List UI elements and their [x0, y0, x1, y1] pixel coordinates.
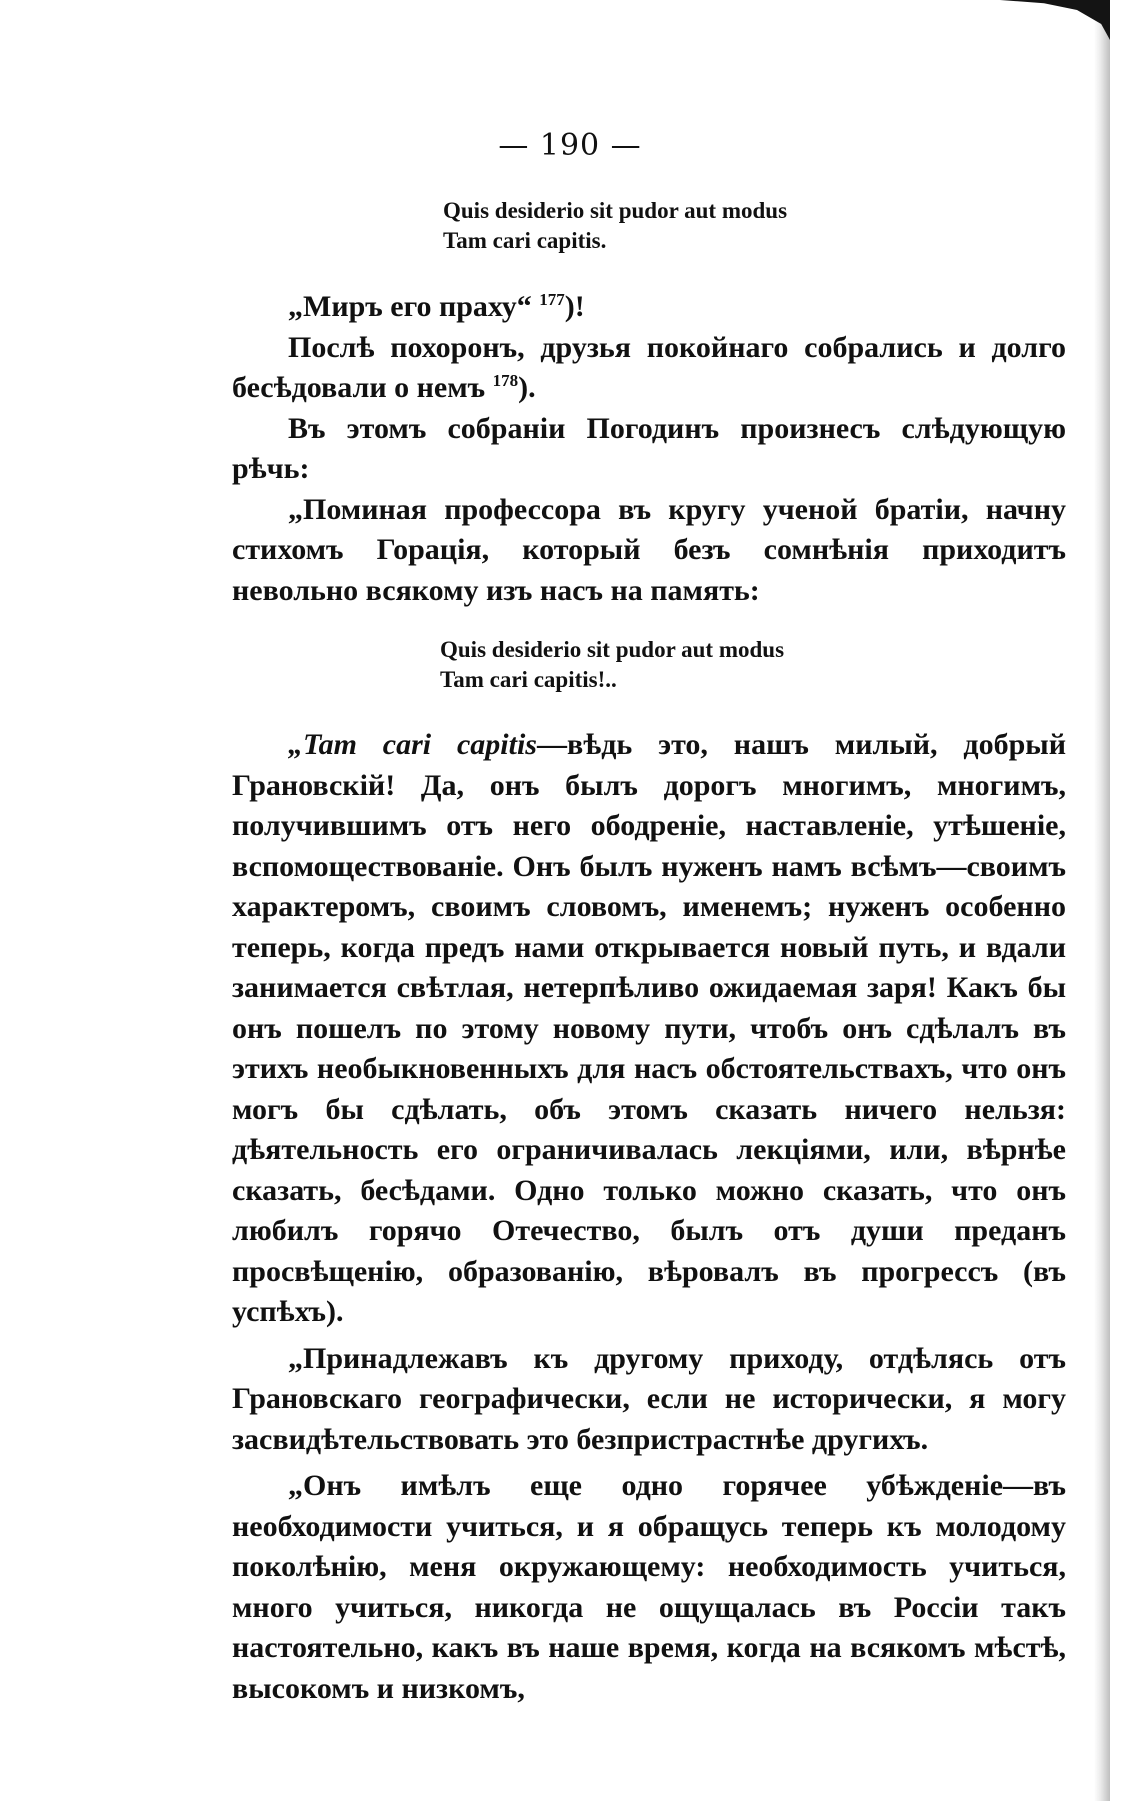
paragraph-peace-to-his-ashes [232, 287, 1066, 328]
paragraph-need-to-learn: „Онъ имѣлъ еще одно горячее убѣжденіе—въ необходимости учиться, и я обращусь теперь къ молодому поколѣнію, меня окружающему: необходимость учиться, много учиться, никогда не ощущалась въ Россіи такъ настоятельно, какъ въ наше время, когда на всякомъ мѣстѣ, высокомъ и низкомъ, [232, 1469, 1066, 1705]
paragraph-other-parish: „Принадлежавъ къ другому приходу, отдѣлясь отъ Грановскаго географически, если не исторически, я могу засвидѣтельствовать это безпристрастнѣе другихъ. [232, 1341, 1066, 1456]
text-block-b [232, 725, 1066, 1709]
paragraph-text-end: ). [518, 371, 536, 404]
verse-line-1: Quis desiderio sit pudor aut modus [443, 198, 788, 223]
paragraph-remembering-professor: „Поминая профессора въ кругу ученой братіи, начну стихомъ Горація, который безъ сомнѣнія приходитъ невольно всякому изъ насъ на память: [232, 492, 1066, 607]
latin-quote-italic: „Tam cari capitis [288, 728, 537, 761]
paragraph-pogodin-speech: Въ этомъ собраніи Погодинъ произнесъ слѣдующую рѣчь: [232, 411, 1066, 485]
latin-verse-mid [440, 635, 784, 695]
latin-verse-top [443, 196, 787, 256]
paragraph-after-funeral [232, 328, 1066, 409]
verse-line-1: Quis desiderio sit pudor aut modus [440, 637, 785, 662]
text-block-a [232, 287, 1066, 611]
verse-line-2: Tam cari capitis!.. [440, 667, 617, 692]
paragraph-text: „Миръ его праху“ [288, 290, 540, 323]
footnote-ref-178[interactable]: 178 [492, 371, 519, 390]
paragraph-text: —вѣдь это, нашъ милый, добрый Грановскій! Да, онъ былъ дорогъ многимъ, многимъ, получившимъ отъ него ободреніе, наставленіе, утѣшеніе, вспомоществованіе. Онъ былъ нуженъ намъ всѣмъ—своимъ характеромъ, своимъ словомъ, именемъ; нуженъ особенно теперь, когда предъ нами открывается новый путь, и вдали занимается свѣтлая, нетерпѣливо ожидаемая заря! Какъ бы онъ пошелъ по этому новому пути, чтобъ онъ сдѣлалъ въ этихъ необыкновенныхъ для насъ обстоятельствахъ, что онъ могъ бы сдѣлать, объ этомъ сказать ничего нельзя: дѣятельность его ограничивалась лекціями, или, вѣрнѣе сказать, бесѣдами. Одно только можно сказать, что онъ любилъ горячо Отечество, былъ отъ души преданъ просвѣщенію, образованію, вѣровалъ въ прогрессъ (въ успѣхъ). [232, 728, 1066, 1328]
page-number: — 190 — [498, 128, 642, 163]
footnote-ref-177[interactable]: 177 [539, 290, 565, 309]
paragraph-granovsky-tribute [232, 725, 1066, 1333]
paragraph-text-end: )! [564, 290, 585, 323]
scan-edge-shadow [1094, 0, 1110, 1801]
paragraph-text: Послѣ похоронъ, друзья покойнаго собрались и долго бесѣдовали о немъ [232, 330, 1066, 404]
verse-line-2: Tam cari capitis. [443, 228, 607, 253]
